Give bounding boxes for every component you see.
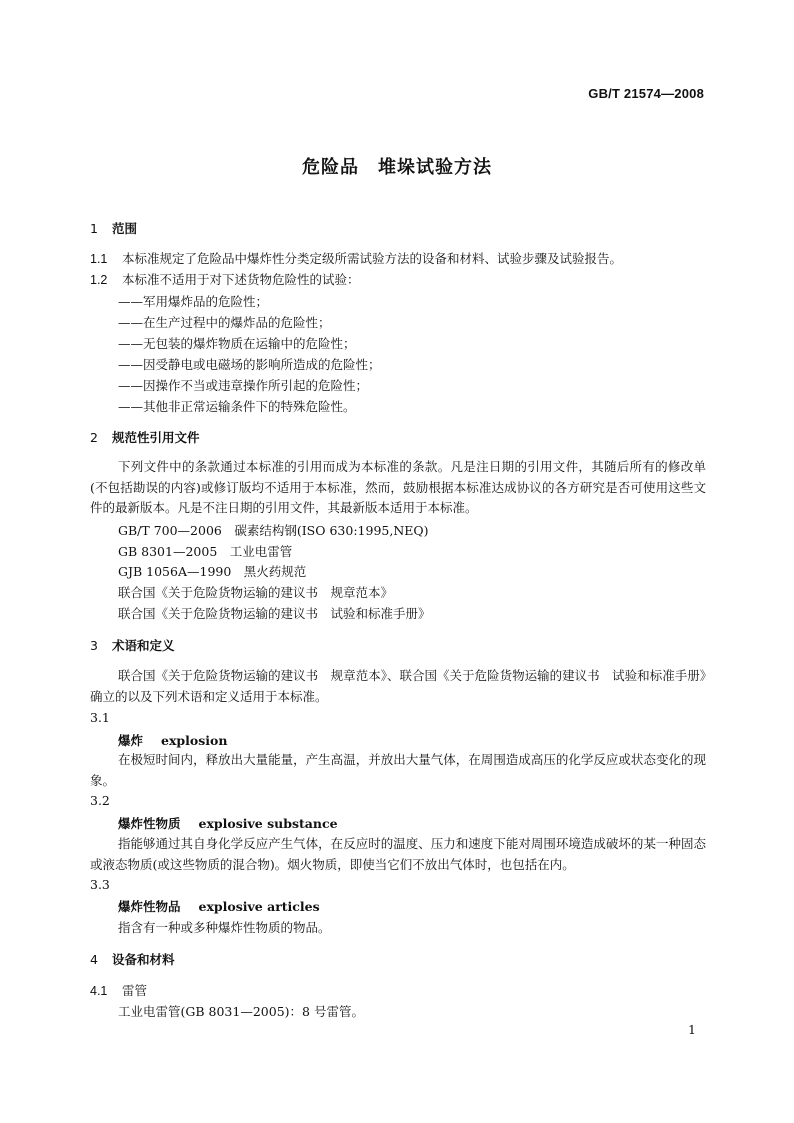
section-title: 规范性引用文件 [112,430,200,445]
list-item: ——在生产过程中的爆炸品的危险性； [118,315,331,330]
reference-item: 联合国《关于危险货物运输的建议书 试验和标准手册》 [118,606,431,621]
section-number: 2 [90,430,98,445]
section-title: 设备和材料 [112,952,175,967]
clause-number: 1.1 [90,252,108,266]
list-item: ——因操作不当或违章操作所引起的危险性； [118,378,369,393]
term-number: 3.2 [90,793,110,808]
document-title: 危险品 堆垛试验方法 [302,157,492,178]
term-zh: 爆炸性物品 [118,899,181,914]
clause-4-1 [90,981,147,999]
term-definition: 在极短时间内，释放出大量能量，产生高温，并放出大量气体，在周围造成高压的化学反应或状态变化的现象。 [90,752,706,788]
term-definition: 指能够通过其自身化学反应产生气体，在反应时的温度、压力和速度下能对周围环境造成破坏的某一种固态或液态物质(或这些物质的混合物)。烟火物质，即使当它们不放出气体时，也包括在内。 [90,836,706,872]
section-title: 范围 [112,221,138,236]
clause-1-1 [90,249,622,267]
clause-text: 本标准规定了危险品中爆炸性分类定级所需试验方法的设备和材料、试验步骤及试验报告。 [122,251,623,266]
clause-title: 雷管 [122,983,148,998]
term-en: explosive substance [198,816,338,831]
term-zh: 爆炸 [118,733,144,748]
list-item: ——其他非正常运输条件下的特殊危险性。 [118,399,356,414]
section-title: 术语和定义 [112,638,175,653]
clause-text: 本标准不适用于对下述货物危险性的试验： [122,272,360,287]
term-3-1 [118,731,227,749]
clause-number: 1.2 [90,273,108,287]
reference-item: 联合国《关于危险货物运输的建议书 规章范本》 [118,585,394,600]
term-3-3 [118,897,320,915]
term-en: explosive articles [198,899,320,914]
list-item: ——无包装的爆炸物质在运输中的危险性； [118,336,356,351]
section-1-heading [90,219,137,237]
term-definition: 指含有一种或多种爆炸性物质的物品。 [118,920,331,935]
term-zh: 爆炸性物质 [118,816,181,831]
term-3-2 [118,814,338,832]
reference-item: GJB 1056A—1990 黑火药规范 [118,564,307,579]
reference-item: GB/T 700—2006 碳素结构钢(ISO 630:1995,NEQ) [118,523,429,538]
list-item: ——军用爆炸品的危险性； [118,294,269,309]
clause-number: 4.1 [90,984,108,998]
terms-intro: 联合国《关于危险货物运输的建议书 规章范本》、联合国《关于危险货物运输的建议书 试验和标准手册》确立的以及下列术语和定义适用于本标准。 [90,668,706,704]
section-number: 3 [90,638,98,653]
term-number: 3.1 [90,710,110,725]
term-number: 3.3 [90,877,110,892]
section-3-heading [90,636,175,654]
section-number: 1 [90,221,98,236]
references-intro: 下列文件中的条款通过本标准的引用而成为本标准的条款。凡是注日期的引用文件，其随后所有的修改单(不包括勘误的内容)或修订版均不适用于本标准，然而，鼓励根据本标准达成协议的各方研究是否可使用这些文件的最新版本。凡是不注日期的引用文件，其最新版本适用于本标准。 [90,459,706,515]
section-4-heading [90,950,175,968]
term-en: explosion [161,733,228,748]
section-number: 4 [90,952,98,967]
page-number: 1 [688,1022,696,1037]
section-2-heading [90,428,200,446]
reference-item: GB 8301—2005 工业电雷管 [118,544,293,559]
standard-number: GB/T 21574—2008 [588,86,704,101]
list-item: ——因受静电或电磁场的影响所造成的危险性； [118,357,381,372]
clause-text: 工业电雷管(GB 8031—2005)：8 号雷管。 [118,1004,364,1019]
clause-1-2 [90,270,360,288]
